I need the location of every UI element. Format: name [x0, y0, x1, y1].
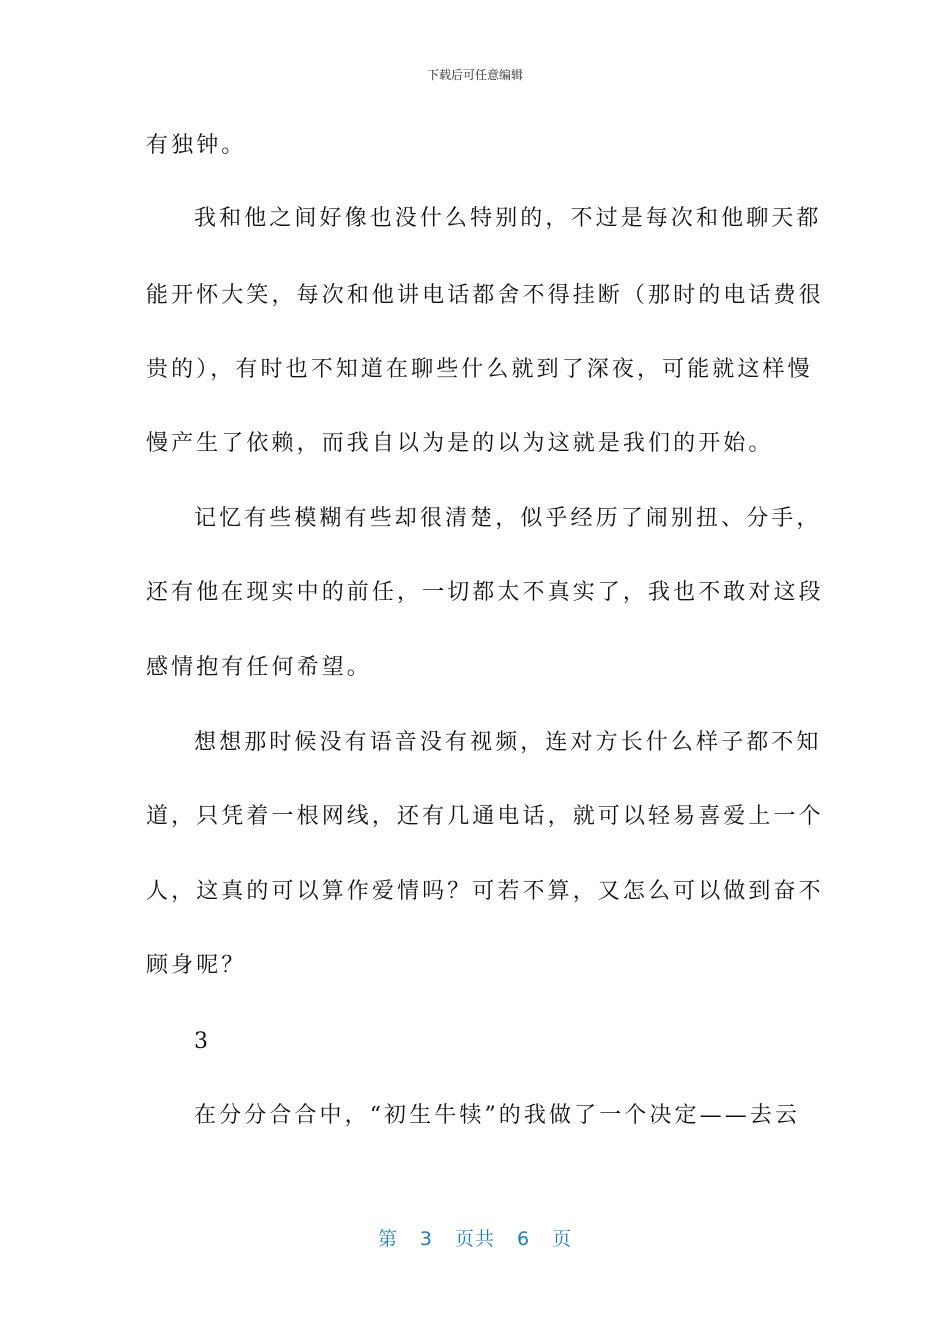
paragraph-line: 道，只凭着一根网线，还有几通电话，就可以轻易喜爱上一个: [146, 804, 824, 829]
paragraph-line: 记忆有些模糊有些却很清楚，似乎经历了闹别扭、分手，: [194, 506, 822, 531]
footer-middle: 页共: [454, 1228, 495, 1250]
section-number: 3: [194, 1029, 212, 1054]
paragraph-line: 想想那时候没有语音没有视频，连对方长什么样子都不知: [194, 730, 822, 755]
footer-suffix: 页: [552, 1228, 573, 1250]
paragraph-line: 在分分合合中，“初生牛犊”的我做了一个决定——去云: [194, 1103, 800, 1128]
paragraph-line: 慢产生了依赖，而我自以为是的以为这就是我们的开始。: [146, 431, 774, 456]
footer-prefix: 第: [377, 1228, 398, 1250]
footer-total-pages: 6: [517, 1228, 531, 1250]
paragraph-line: 顾身呢？: [146, 953, 247, 978]
page-header-note: 下载后可任意编辑: [426, 68, 523, 82]
paragraph-line: 人，这真的可以算作爱情吗？可若不算，又怎么可以做到奋不: [146, 879, 824, 904]
paragraph-line: 贵的），有时也不知道在聊些什么就到了深夜，可能就这样慢: [146, 357, 813, 382]
paragraph-line: 有独钟。: [146, 133, 247, 158]
paragraph-line: 还有他在现实中的前任，一切都太不真实了，我也不敢对这段: [146, 580, 824, 605]
footer-current-page: 3: [419, 1228, 433, 1250]
paragraph-line: 感情抱有任何希望。: [146, 655, 372, 680]
paragraph-line: 能开怀大笑，每次和他讲电话都舍不得挂断（那时的电话费很: [146, 283, 824, 308]
paragraph-line: 我和他之间好像也没什么特别的，不过是每次和他聊天都: [194, 206, 822, 231]
page-footer: [0, 1224, 950, 1251]
